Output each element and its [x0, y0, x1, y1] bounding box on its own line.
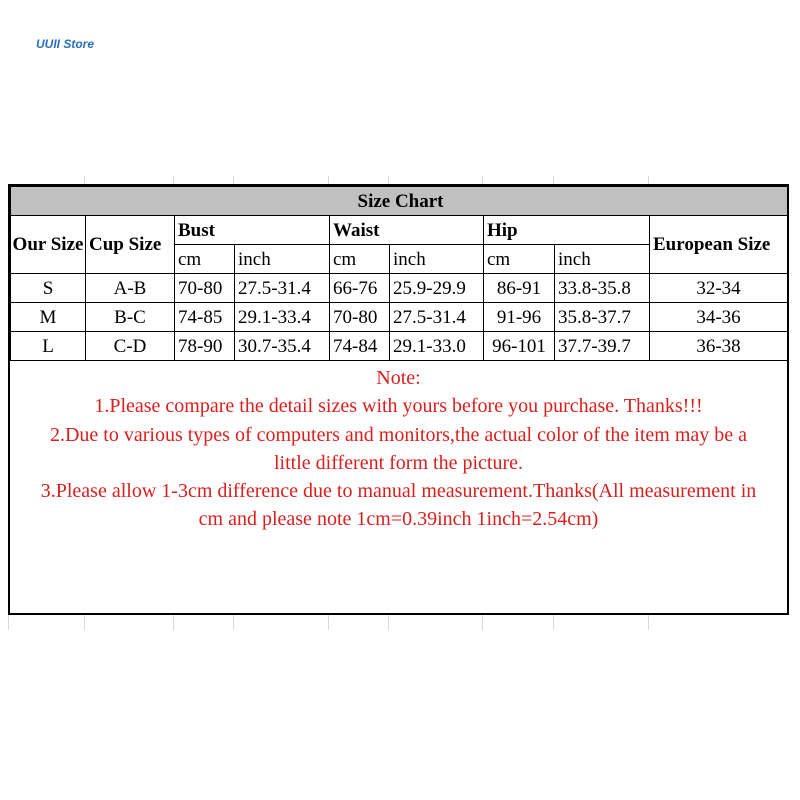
- size-chart-table: [10, 186, 788, 361]
- column-guide: [388, 614, 389, 630]
- cell-hip-cm: 86-91: [484, 274, 555, 303]
- cell-size: M: [11, 303, 86, 332]
- cell-hip-inch: 33.8-35.8: [555, 274, 650, 303]
- cell-hip-cm: 91-96: [484, 303, 555, 332]
- column-guide: [388, 176, 389, 184]
- size-chart-title: Size Chart: [11, 187, 788, 216]
- note-line: 1.Please compare the detail sizes with yours before you purchase. Thanks!!!: [94, 395, 703, 418]
- header-european-size: European Size: [650, 216, 788, 274]
- column-guide: [553, 614, 554, 630]
- note-heading: Note:: [376, 367, 421, 389]
- cell-european-size: 32-34: [650, 274, 788, 303]
- table-row: [11, 274, 788, 303]
- cell-waist-cm: 74-84: [330, 332, 390, 361]
- column-guide: [233, 176, 234, 184]
- column-guide: [8, 614, 9, 630]
- cell-size: S: [11, 274, 86, 303]
- cell-waist-cm: 70-80: [330, 303, 390, 332]
- cell-bust-inch: 30.7-35.4: [235, 332, 330, 361]
- cell-hip-inch: 35.8-37.7: [555, 303, 650, 332]
- note-block: [10, 364, 787, 534]
- subheader-bust-cm: cm: [175, 245, 235, 274]
- column-guide: [233, 614, 234, 630]
- column-guide: [482, 614, 483, 630]
- subheader-hip-cm: cm: [484, 245, 555, 274]
- cell-hip-inch: 37.7-39.7: [555, 332, 650, 361]
- size-chart-sheet: [8, 184, 789, 615]
- column-guide: [328, 176, 329, 184]
- cell-waist-inch: 29.1-33.0: [390, 332, 484, 361]
- header-our-size: Our Size: [11, 216, 86, 274]
- header-hip: Hip: [484, 216, 650, 245]
- cell-size: L: [11, 332, 86, 361]
- column-guide: [84, 176, 85, 184]
- cell-bust-cm: 70-80: [175, 274, 235, 303]
- subheader-hip-inch: inch: [555, 245, 650, 274]
- cell-waist-inch: 27.5-31.4: [390, 303, 484, 332]
- cell-bust-inch: 27.5-31.4: [235, 274, 330, 303]
- column-guide: [648, 176, 649, 184]
- column-guide: [328, 614, 329, 630]
- subheader-waist-cm: cm: [330, 245, 390, 274]
- column-guide: [173, 614, 174, 630]
- table-row: [11, 303, 788, 332]
- cell-european-size: 34-36: [650, 303, 788, 332]
- subheader-bust-inch: inch: [235, 245, 330, 274]
- column-guide: [173, 176, 174, 184]
- note-line: 2.Due to various types of computers and monitors,the actual color of the item may be a: [49, 423, 748, 446]
- cell-cup: B-C: [86, 303, 175, 332]
- header-waist: Waist: [330, 216, 484, 245]
- cell-hip-cm: 96-101: [484, 332, 555, 361]
- header-cup-size: Cup Size: [86, 216, 175, 274]
- cell-bust-inch: 29.1-33.4: [235, 303, 330, 332]
- column-guide: [648, 614, 649, 630]
- cell-waist-inch: 25.9-29.9: [390, 274, 484, 303]
- header-bust: Bust: [175, 216, 330, 245]
- cell-european-size: 36-38: [650, 332, 788, 361]
- cell-cup: C-D: [86, 332, 175, 361]
- cell-waist-cm: 66-76: [330, 274, 390, 303]
- store-watermark: UUII Store: [36, 37, 95, 51]
- note-line: cm and please note 1cm=0.39inch 1inch=2.54cm): [198, 508, 599, 531]
- cell-bust-cm: 74-85: [175, 303, 235, 332]
- column-guide: [482, 176, 483, 184]
- note-line: little different form the picture.: [274, 451, 523, 474]
- cell-cup: A-B: [86, 274, 175, 303]
- note-line: 3.Please allow 1-3cm difference due to manual measurement.Thanks(All measurement in: [40, 480, 757, 503]
- subheader-waist-inch: inch: [390, 245, 484, 274]
- cell-bust-cm: 78-90: [175, 332, 235, 361]
- table-row: [11, 332, 788, 361]
- column-guide: [84, 614, 85, 630]
- column-guide: [553, 176, 554, 184]
